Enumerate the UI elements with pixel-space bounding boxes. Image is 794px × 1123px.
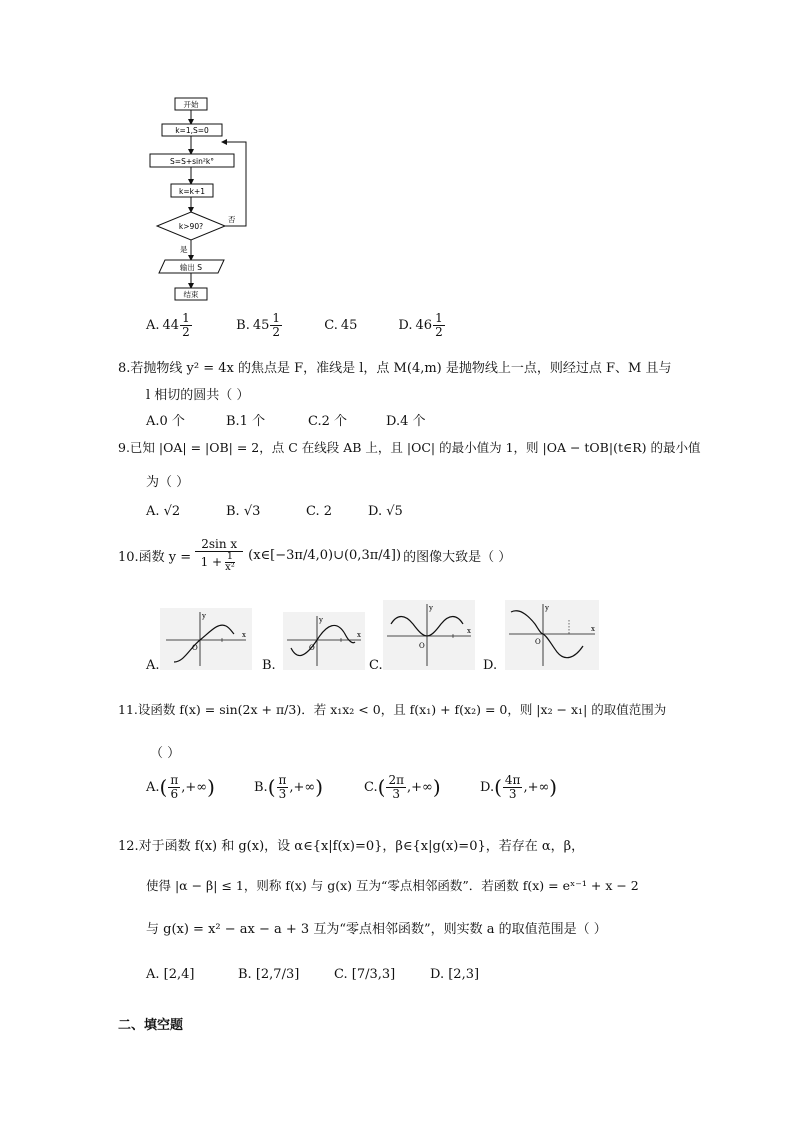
q12-options — [146, 967, 479, 982]
q8-option-c[interactable]: C.2 个 — [308, 414, 348, 429]
flow-condition-label: k>90? — [178, 222, 204, 231]
q10-stem — [118, 538, 511, 574]
q7-option-c[interactable]: C. 45 — [324, 317, 358, 333]
q10-fraction: 2sin x 1 + $\frac{1}{\text{x²}}$ — [195, 538, 243, 574]
q10-graph-a — [160, 608, 252, 670]
svg-text:x: x — [467, 627, 471, 635]
q10-suffix: 的图像大致是（ ） — [403, 550, 512, 566]
q11-options — [146, 774, 557, 800]
q11-option-d[interactable]: D. ( $\frac{4\pi}{3}$ ,+∞ ) — [480, 773, 558, 801]
q10-graph-c — [383, 600, 475, 670]
flow-end-label: 结束 — [183, 290, 199, 299]
svg-text:O: O — [419, 642, 425, 650]
q9-line2: 为（ ） — [146, 475, 190, 490]
q9-option-d[interactable]: D. √5 — [368, 504, 403, 519]
q11-option-b[interactable]: B. ( $\frac{\pi}{3}$ ,+∞ ) — [254, 773, 324, 801]
svg-text:x: x — [357, 631, 361, 639]
flow-increment-label: k=k+1 — [178, 187, 206, 196]
q8-line2: l 相切的圆共（ ） — [146, 388, 250, 403]
q10-graph-b — [283, 612, 365, 670]
svg-text:y: y — [429, 604, 433, 612]
q7-option-d[interactable]: D. 46 $\frac{1}{2}$ — [398, 311, 443, 339]
svg-text:y: y — [202, 612, 206, 620]
svg-text:x: x — [242, 631, 246, 639]
q8-option-a[interactable]: A.0 个 — [146, 414, 185, 429]
q11-option-c[interactable]: C. ( $\frac{2\pi}{3}$ ,+∞ ) — [364, 773, 441, 801]
q9-option-b[interactable]: B. √3 — [226, 504, 261, 519]
q7-options — [146, 312, 446, 338]
q10-option-b[interactable]: B. — [262, 658, 276, 673]
q12-line1: 12.对于函数 f(x) 和 g(x)，设 α∈{x|f(x)=0}，β∈{x|g(x)=0}，若存在 α，β， — [118, 839, 585, 854]
flow-start-label: 开始 — [183, 100, 199, 109]
q8-option-d[interactable]: D.4 个 — [386, 414, 426, 429]
svg-text:x: x — [591, 625, 595, 633]
svg-text:y: y — [319, 616, 323, 624]
flow-output-label: 输出 S — [179, 263, 203, 272]
q12-option-d[interactable]: D. [2,3] — [430, 967, 480, 982]
q10-prefix: 10.函数 y = — [118, 550, 192, 566]
q12-option-b[interactable]: B. [2,7/3] — [238, 967, 300, 982]
q12-option-c[interactable]: C. [7/3,3] — [334, 967, 396, 982]
q12-line2: 使得 |α − β| ≤ 1，则称 f(x) 与 g(x) 互为“零点相邻函数”．若函数 f(x) = eˣ⁻¹ + x − 2 — [146, 878, 639, 893]
q11-line2: （ ） — [150, 746, 181, 761]
q10-graph-d — [505, 600, 599, 670]
q9-options — [146, 504, 403, 519]
flowchart — [140, 92, 260, 307]
svg-text:O: O — [309, 644, 315, 652]
q9-option-c[interactable]: C. 2 — [306, 504, 333, 519]
q11-line1: 11.设函数 f(x) = sin(2x + π/3)．若 x₁x₂ < 0，且 f(x₁) + f(x₂) = 0，则 |x₂ − x₁| 的取值范围为 — [118, 702, 667, 717]
q8-option-b[interactable]: B.1 个 — [226, 414, 266, 429]
q9-option-a[interactable]: A. √2 — [146, 504, 181, 519]
flow-update-label: S=S+sin²k° — [170, 157, 214, 166]
q10-option-a[interactable]: A. — [146, 658, 160, 673]
svg-text:O: O — [192, 644, 198, 652]
q10-option-c[interactable]: C. — [369, 658, 383, 673]
flow-init-label: k=1,S=0 — [175, 126, 209, 135]
section-heading: 二、填空题 — [118, 1018, 184, 1033]
q11-option-a[interactable]: A. ( $\frac{\pi}{6}$ ,+∞ ) — [146, 773, 215, 801]
flow-no-label: 否 — [228, 215, 236, 224]
svg-text:y: y — [545, 604, 549, 612]
q7-option-b[interactable]: B. 45 $\frac{1}{2}$ — [236, 311, 281, 339]
flow-yes-label: 是 — [180, 245, 188, 254]
svg-text:O: O — [535, 638, 541, 646]
q10-option-d[interactable]: D. — [483, 658, 498, 673]
q8-line1: 8.若抛物线 y² = 4x 的焦点是 F，准线是 l，点 M(4,m) 是抛物线上一点，则经过点 F、M 且与 — [118, 361, 672, 376]
q9-line1: 9.已知 |OA| = |OB| = 2，点 C 在线段 AB 上，且 |OC| 的最小值为 1，则 |OA − tOB|(t∈R) 的最小值 — [118, 440, 701, 455]
q7-option-a[interactable]: A. 44 $\frac{1}{2}$ — [146, 311, 190, 339]
q10-domain: (x∈[−3π/4,0)∪(0,3π/4]) — [248, 548, 402, 564]
q8-options — [146, 410, 426, 429]
q12-line3: 与 g(x) = x² − ax − a + 3 互为“零点相邻函数”，则实数 a 的取值范围是（ ） — [146, 922, 607, 937]
q12-option-a[interactable]: A. [2,4] — [146, 967, 195, 982]
